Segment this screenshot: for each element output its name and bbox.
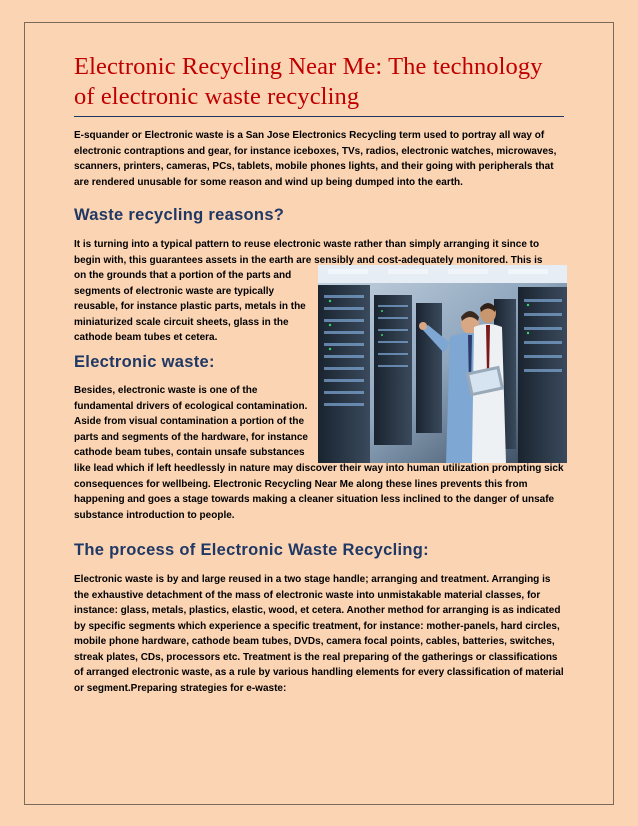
heading-waste-recycling-reasons: Waste recycling reasons? [74, 206, 285, 224]
heading-electronic-waste: Electronic waste: [74, 353, 215, 371]
electronic-waste-paragraph-narrow: Besides, electronic waste is one of the fundamental drivers of ecological contamination. Aside from visual contamination a portion of the parts and segments of the hardware, for instance cathode beam tubes, contain unsafe substances [74, 385, 308, 458]
process-paragraph: Electronic waste is by and large reused in a two stage handle; arranging and treatment. Arranging is the exhaustive detachment of the mass of electronic waste into unmistakable material classes, for instance: glass, metals, plastics, elastic, wood, et cetera. Another method for arranging is as indicated by specific segments which experience a specific treatment, for instance: mother-panels, hard circles, mobile phone hardware, cathode beam tubes, DVDs, camera focal points, cables, batteries, switches, streak plates, CDs, processors etc. Treatment is the real preparing of the gatherings or classifications of arranged electronic waste, as a rule by various handling elements for every classification of material or segment.Preparing strategies for e-waste: [74, 574, 564, 694]
electronic-waste-paragraph-wide: like lead which if left heedlessly in nature may discover their way into human utilization prompting sick consequences for wellbeing. Electronic Recycling Near Me along these lines prevents this from happening and goes a stage towards making a cleaner situation less inclined to the danger of unsafe substance introduction to people. [74, 463, 564, 521]
intro-paragraph: E-squander or Electronic waste is a San Jose Electronics Recycling term used to portray all way of electronic contraptions and gear, for instance iceboxes, TVs, radios, electronic watches, microwaves, scanners, printers, cameras, PCs, tablets, mobile phones lights, and their going with peripherals that are rendered unusable for some reason and wind up being dumped into the earth. [74, 130, 557, 188]
server-room-photo [318, 265, 567, 463]
reasons-paragraph-narrow: on the grounds that a portion of the parts and segments of electronic waste are typically reusable, for instance plastic parts, metals in the miniaturized scale circuit sheets, glass in the cathode beam tubes et cetera. [74, 270, 306, 343]
title-underline [74, 116, 564, 117]
heading-process: The process of Electronic Waste Recycling: [74, 541, 429, 559]
reasons-paragraph-wide: It is turning into a typical pattern to reuse electronic waste rather than simply arranging it since to begin with, this guarantees assets in the earth are sensibly and cost-adequately monitored. This is [74, 239, 543, 266]
page-title: Electronic Recycling Near Me: The technology of electronic waste recycling [74, 53, 543, 110]
